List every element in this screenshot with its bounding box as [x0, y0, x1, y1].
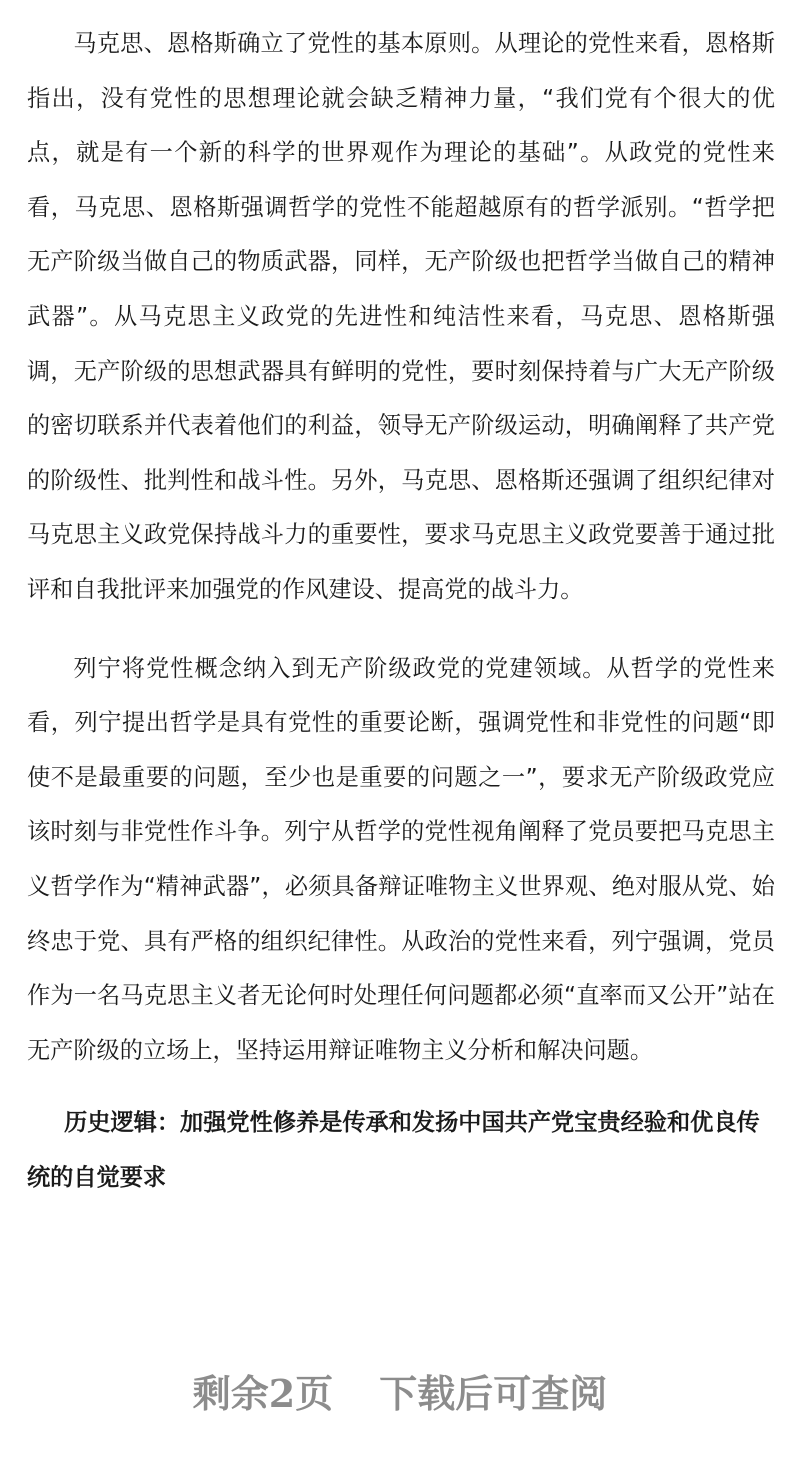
paragraph-lenin: 列宁将党性概念纳入到无产阶级政党的党建领域。从哲学的党性来看，列宁提出哲学是具有党性的重要论断，强调党性和非党性的问题“即使不是最重要的问题，至少也是重要的问题之一”，要求无产阶级政党应该时刻与非党性作斗争。列宁从哲学的党性视角阐释了党员要把马克思主义哲学作为“精神武器”，必须具备辩证唯物主义世界观、绝对服从党、始终忠于党、具有严格的组织纪律性。从政治的党性来看，列宁强调，党员作为一名马克思主义者无论何时处理任何问题都必须“直率而又公开”站在无产阶级的立场上，坚持运用辩证唯物主义分析和解决问题。	[27, 654, 775, 1064]
remaining-pages-text[interactable]: 剩余2页	[192, 1371, 334, 1416]
section-heading: 历史逻辑：加强党性修养是传承和发扬中国共产党宝贵经验和优良传统的自觉要求	[27, 1109, 760, 1191]
download-to-view-text[interactable]: 下载后可查阅	[379, 1371, 608, 1416]
document-body	[27, 17, 775, 1205]
paragraph-marx-engels: 马克思、恩格斯确立了党性的基本原则。从理论的党性来看，恩格斯指出，没有党性的思想理论就会缺乏精神力量，“我们党有个很大的优点，就是有一个新的科学的世界观作为理论的基础”。从政党的党性来看，马克思、恩格斯强调哲学的党性不能超越原有的哲学派别。“哲学把无产阶级当做自己的物质武器，同样，无产阶级也把哲学当做自己的精神武器”。从马克思主义政党的先进性和纯洁性来看，马克思、恩格斯强调，无产阶级的思想武器具有鲜明的党性，要时刻保持着与广大无产阶级的密切联系并代表着他们的利益，领导无产阶级运动，明确阐释了共产党的阶级性、批判性和战斗性。另外，马克思、恩格斯还强调了组织纪律对马克思主义政党保持战斗力的重要性，要求马克思主义政党要善于通过批评和自我批评来加强党的作风建设、提高党的战斗力。	[27, 30, 775, 603]
download-notice[interactable]	[0, 1368, 800, 1420]
